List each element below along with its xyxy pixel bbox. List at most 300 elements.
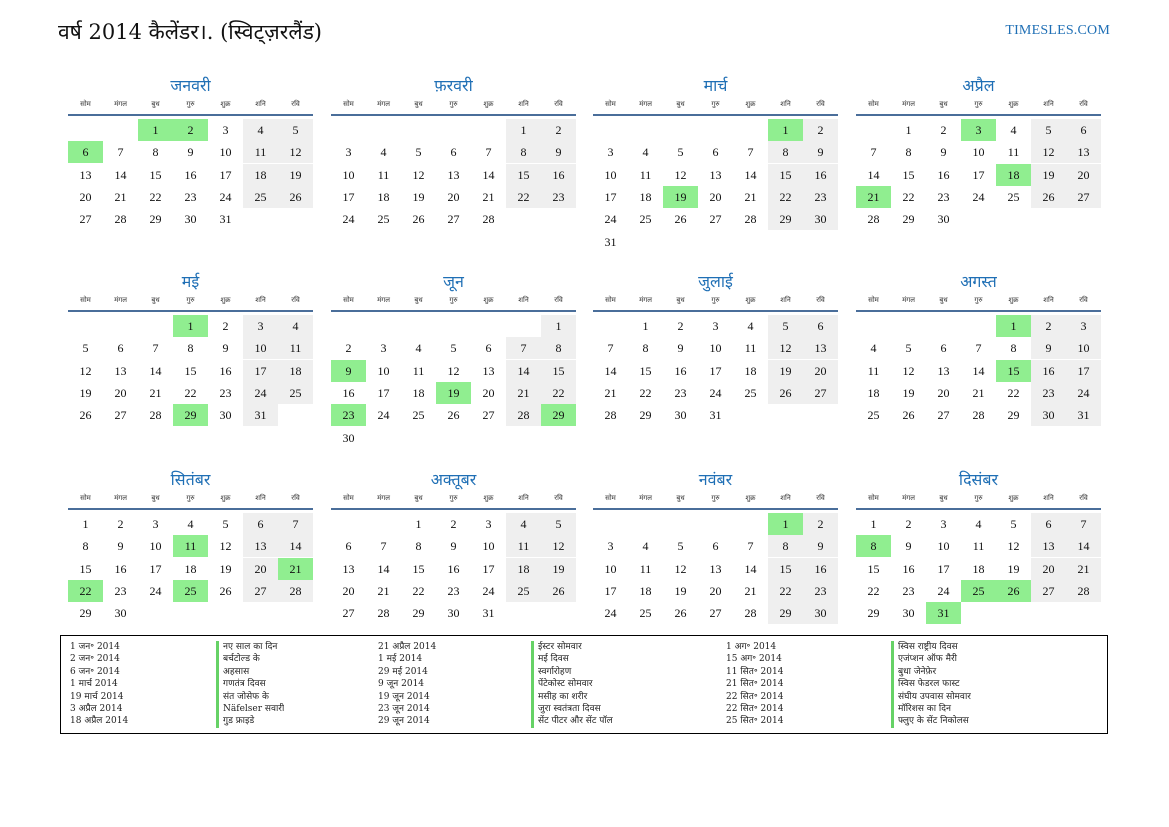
day-cell: 17: [604, 583, 617, 598]
weekday-header: [593, 494, 838, 508]
day-cell: 26: [674, 212, 687, 227]
day-cell: 3: [940, 517, 947, 531]
weekday-label: शुक्र: [220, 296, 231, 304]
day-cell: 27: [79, 212, 92, 227]
day-cell: 15: [867, 561, 880, 576]
day-cell: 10: [937, 539, 950, 554]
day-cell: 17: [937, 561, 950, 576]
day-cell: 14: [278, 535, 313, 557]
day-cell: 31: [1066, 404, 1101, 426]
day-cell: 5: [82, 341, 89, 356]
day-cell: 13: [114, 363, 127, 378]
day-cell: 12: [674, 561, 687, 576]
day-cell: 26: [278, 186, 313, 208]
day-cell: 15: [506, 164, 541, 186]
day-cell: 21: [506, 382, 541, 404]
day-cell: 13: [482, 363, 495, 378]
day-cell: 11: [506, 535, 541, 557]
weekday-label: बुध: [676, 296, 685, 304]
day-cell: 31: [604, 234, 617, 249]
day-cell: 3: [243, 315, 278, 337]
day-cell: 20: [243, 558, 278, 580]
day-cell: 24: [604, 212, 617, 227]
legend-dates-col-1: [70, 641, 128, 728]
legend-holiday-name: नए साल का दिन: [216, 641, 284, 653]
day-cell: 27: [937, 408, 950, 423]
header-rule: [331, 310, 576, 312]
day-cell: 15: [902, 167, 915, 182]
legend-names-col-1: [216, 641, 284, 728]
day-cell: 18: [506, 558, 541, 580]
day-cell: 23: [674, 385, 687, 400]
header-rule: [331, 114, 576, 116]
day-cell: 6: [940, 341, 947, 356]
day-cell: 11: [412, 363, 425, 378]
legend-date: 19 मार्च 2014: [70, 691, 124, 702]
day-cell: 14: [1066, 535, 1101, 557]
weekday-label: गुरु: [186, 296, 195, 304]
day-cell: 24: [482, 583, 495, 598]
day-cell: 18: [412, 385, 425, 400]
day-cell: 22: [184, 385, 197, 400]
day-cell: 17: [482, 561, 495, 576]
weekday-label: शनि: [1043, 100, 1054, 108]
weekday-label: सोम: [868, 100, 879, 108]
day-cell: 4: [243, 119, 278, 141]
day-cell: 17: [1066, 360, 1101, 382]
day-cell: 3: [485, 517, 492, 531]
day-cell: 14: [377, 561, 390, 576]
day-cell: 30: [937, 212, 950, 227]
day-cell: 13: [1066, 141, 1101, 163]
day-cell: 25: [639, 212, 652, 227]
legend-holiday-name: मसीह का शरीर: [531, 691, 613, 703]
day-cell: 4: [415, 341, 422, 356]
day-cell: 1: [541, 315, 576, 337]
holiday-cell: 29: [173, 404, 208, 426]
weekday-label: शुक्र: [483, 100, 494, 108]
legend-holiday-name: संत जोसेफ के: [216, 691, 284, 703]
day-cell: 31: [243, 404, 278, 426]
day-cell: 5: [541, 513, 576, 535]
weekday-label: रवि: [816, 296, 825, 304]
weekday-label: सोम: [343, 494, 354, 502]
day-cell: 16: [803, 558, 838, 580]
day-cell: 2: [677, 319, 684, 333]
holiday-cell: 1: [768, 119, 803, 141]
weekday-label: बुध: [414, 100, 423, 108]
day-cell: 10: [342, 167, 355, 182]
day-cell: 3: [607, 539, 614, 554]
holiday-legend: [60, 635, 1108, 734]
day-cell: 9: [187, 145, 194, 160]
header-rule: [856, 508, 1101, 510]
day-cell: 8: [506, 141, 541, 163]
day-cell: 24: [709, 385, 722, 400]
day-cell: 5: [1010, 517, 1017, 531]
day-cell: 20: [114, 385, 127, 400]
day-cell: 15: [412, 561, 425, 576]
day-cell: 30: [184, 212, 197, 227]
weekday-label: सोम: [80, 296, 91, 304]
day-cell: 12: [79, 363, 92, 378]
weekday-label: बुध: [414, 494, 423, 502]
day-cell: 14: [972, 363, 985, 378]
day-cell: 8: [82, 539, 89, 554]
day-cell: 22: [867, 583, 880, 598]
weekday-label: गुरु: [974, 100, 983, 108]
day-cell: 20: [937, 385, 950, 400]
day-cell: 22: [541, 382, 576, 404]
day-cell: 9: [222, 341, 229, 356]
day-cell: 19: [278, 164, 313, 186]
day-cell: 4: [642, 539, 649, 554]
day-cell: 30: [803, 602, 838, 624]
holiday-cell: 1: [996, 315, 1031, 337]
weekday-label: शनि: [255, 296, 266, 304]
day-cell: 23: [541, 186, 576, 208]
day-cell: 8: [415, 539, 422, 554]
weekday-label: सोम: [343, 100, 354, 108]
weekday-label: मंगल: [639, 100, 652, 108]
day-cell: 30: [803, 208, 838, 230]
day-cell: 11: [639, 167, 652, 182]
day-cell: 20: [709, 189, 722, 204]
day-cell: 16: [342, 385, 355, 400]
weekday-label: शनि: [1043, 296, 1054, 304]
weekday-label: शुक्र: [745, 296, 756, 304]
day-cell: 24: [604, 606, 617, 621]
day-cell: 4: [642, 145, 649, 160]
day-cell: 13: [79, 167, 92, 182]
day-cell: 25: [506, 580, 541, 602]
day-cell: 8: [152, 145, 159, 160]
day-cell: 2: [450, 517, 457, 531]
header-rule: [68, 114, 313, 116]
weekday-label: मंगल: [377, 100, 390, 108]
day-cell: 23: [1031, 382, 1066, 404]
day-cell: 8: [905, 145, 912, 160]
weekday-label: शुक्र: [1008, 296, 1019, 304]
day-cell: 28: [114, 212, 127, 227]
day-cell: 9: [803, 535, 838, 557]
day-cell: 17: [377, 385, 390, 400]
day-cell: 29: [1007, 408, 1020, 423]
day-cell: 2: [222, 319, 229, 333]
day-cell: 8: [642, 341, 649, 356]
day-cell: 8: [187, 341, 194, 356]
day-cell: 24: [149, 583, 162, 598]
day-cell: 17: [243, 360, 278, 382]
day-cell: 12: [902, 363, 915, 378]
holiday-cell: 1: [768, 513, 803, 535]
day-cell: 13: [709, 561, 722, 576]
day-cell: 29: [79, 606, 92, 621]
legend-date: 1 जन॰ 2014: [70, 642, 120, 652]
day-cell: 20: [1066, 164, 1101, 186]
header-rule: [331, 508, 576, 510]
weekday-label: सोम: [80, 494, 91, 502]
day-cell: 22: [1007, 385, 1020, 400]
day-cell: 9: [803, 141, 838, 163]
day-cell: 4: [278, 315, 313, 337]
day-cell: 29: [768, 208, 803, 230]
weekday-label: गुरु: [974, 296, 983, 304]
weekday-label: गुरु: [449, 494, 458, 502]
day-cell: 23: [803, 186, 838, 208]
legend-holiday-name: गुड फ्राइडे: [216, 715, 284, 727]
day-cell: 11: [377, 167, 390, 182]
day-cell: 18: [639, 583, 652, 598]
day-cell: 10: [149, 539, 162, 554]
legend-names-col-2: [531, 641, 613, 728]
day-cell: 23: [803, 580, 838, 602]
legend-date: 23 जून 2014: [378, 703, 430, 714]
day-cell: 22: [412, 583, 425, 598]
day-cell: 19: [768, 360, 803, 382]
weekday-label: शुक्र: [220, 100, 231, 108]
weekday-label: गुरु: [974, 494, 983, 502]
day-cell: 7: [870, 145, 877, 160]
day-cell: 7: [975, 341, 982, 356]
day-cell: 2: [117, 517, 124, 531]
day-cell: 24: [937, 583, 950, 598]
day-cell: 27: [342, 606, 355, 621]
day-cell: 2: [345, 341, 352, 356]
day-cell: 2: [1031, 315, 1066, 337]
day-cell: 12: [674, 167, 687, 182]
legend-dates-col-2: [378, 641, 436, 728]
holiday-cell: 1: [173, 315, 208, 337]
month-name: अप्रैल: [962, 76, 995, 95]
legend-holiday-name: गणतंत्र दिवस: [216, 678, 284, 690]
day-cell: 28: [867, 212, 880, 227]
day-cell: 28: [377, 606, 390, 621]
weekday-label: बुध: [939, 100, 948, 108]
day-cell: 22: [768, 580, 803, 602]
weekday-label: मंगल: [902, 494, 915, 502]
legend-date: 9 जून 2014: [378, 679, 425, 690]
day-cell: 2: [803, 119, 838, 141]
day-cell: 1: [905, 123, 912, 137]
day-cell: 25: [639, 606, 652, 621]
legend-holiday-name: ईस्टर सोमवार: [531, 641, 613, 653]
day-cell: 6: [450, 145, 457, 160]
legend-holiday-name: जुरा स्वतंत्रता दिवस: [531, 703, 613, 715]
holiday-cell: 29: [541, 404, 576, 426]
day-cell: 22: [639, 385, 652, 400]
day-cell: 15: [639, 363, 652, 378]
day-cell: 25: [867, 408, 880, 423]
weekday-label: सोम: [868, 296, 879, 304]
day-cell: 30: [219, 408, 232, 423]
holiday-cell: 31: [926, 602, 961, 624]
legend-date: 25 सित॰ 2014: [726, 716, 784, 727]
weekday-header: [856, 100, 1101, 114]
weekday-label: मंगल: [377, 494, 390, 502]
day-cell: 6: [1031, 513, 1066, 535]
day-cell: 27: [709, 212, 722, 227]
header-rule: [856, 114, 1101, 116]
day-cell: 24: [243, 382, 278, 404]
day-cell: 3: [712, 319, 719, 333]
day-cell: 27: [447, 212, 460, 227]
weekday-label: बुध: [151, 296, 160, 304]
weekday-label: गुरु: [449, 100, 458, 108]
day-cell: 4: [1010, 123, 1017, 137]
day-cell: 13: [709, 167, 722, 182]
day-cell: 16: [541, 164, 576, 186]
day-cell: 4: [870, 341, 877, 356]
day-cell: 30: [447, 606, 460, 621]
day-cell: 22: [506, 186, 541, 208]
day-cell: 14: [744, 561, 757, 576]
day-cell: 11: [278, 337, 313, 359]
legend-holiday-name: संघीय उपवास सोमवार: [891, 691, 971, 703]
day-cell: 27: [803, 382, 838, 404]
day-cell: 11: [243, 141, 278, 163]
day-cell: 21: [149, 385, 162, 400]
day-cell: 3: [345, 145, 352, 160]
day-cell: 26: [768, 382, 803, 404]
day-cell: 6: [345, 539, 352, 554]
day-cell: 1: [82, 517, 89, 531]
day-cell: 20: [447, 189, 460, 204]
legend-holiday-name: मई दिवस: [531, 653, 613, 665]
day-cell: 21: [972, 385, 985, 400]
day-cell: 27: [709, 606, 722, 621]
legend-date: 1 मार्च 2014: [70, 679, 118, 690]
holiday-cell: 21: [856, 186, 891, 208]
day-cell: 4: [975, 517, 982, 531]
day-cell: 24: [972, 189, 985, 204]
day-cell: 24: [1066, 382, 1101, 404]
month-name: जून: [443, 272, 464, 291]
page-title: वर्ष 2014 कैलेंडर।. (स्विट्ज़रलैंड): [58, 20, 323, 44]
day-cell: 15: [768, 164, 803, 186]
day-cell: 25: [377, 212, 390, 227]
weekday-label: शनि: [255, 100, 266, 108]
day-cell: 24: [219, 189, 232, 204]
day-cell: 21: [114, 189, 127, 204]
day-cell: 19: [412, 189, 425, 204]
day-cell: 7: [278, 513, 313, 535]
day-cell: 30: [342, 430, 355, 445]
weekday-label: रवि: [554, 100, 563, 108]
day-cell: 25: [243, 186, 278, 208]
day-cell: 19: [674, 583, 687, 598]
weekday-label: बुध: [676, 494, 685, 502]
holiday-cell: 8: [856, 535, 891, 557]
day-cell: 10: [972, 145, 985, 160]
day-cell: 16: [937, 167, 950, 182]
weekday-header: [68, 494, 313, 508]
day-cell: 21: [744, 583, 757, 598]
day-cell: 9: [450, 539, 457, 554]
weekday-header: [68, 100, 313, 114]
weekday-label: शनि: [780, 100, 791, 108]
day-cell: 4: [187, 517, 194, 531]
weekday-label: गुरु: [186, 100, 195, 108]
day-cell: 7: [117, 145, 124, 160]
day-cell: 16: [1031, 360, 1066, 382]
holiday-cell: 18: [996, 164, 1031, 186]
day-cell: 9: [905, 539, 912, 554]
holiday-cell: 6: [68, 141, 103, 163]
day-cell: 23: [114, 583, 127, 598]
weekday-label: शुक्र: [483, 296, 494, 304]
weekday-label: मंगल: [902, 296, 915, 304]
day-cell: 28: [506, 404, 541, 426]
day-cell: 23: [184, 189, 197, 204]
weekday-label: बुध: [939, 296, 948, 304]
site-link[interactable]: TIMESLES.COM: [1005, 23, 1110, 38]
day-cell: 10: [604, 167, 617, 182]
weekday-header: [331, 494, 576, 508]
day-cell: 1: [415, 517, 422, 531]
day-cell: 19: [541, 558, 576, 580]
weekday-label: मंगल: [639, 296, 652, 304]
day-cell: 7: [506, 337, 541, 359]
weekday-label: रवि: [816, 494, 825, 502]
day-cell: 3: [222, 123, 229, 137]
day-cell: 19: [902, 385, 915, 400]
day-cell: 7: [607, 341, 614, 356]
header-rule: [593, 114, 838, 116]
legend-date: 1 मई 2014: [378, 654, 423, 665]
day-cell: 26: [1031, 186, 1066, 208]
day-cell: 28: [604, 408, 617, 423]
day-cell: 18: [278, 360, 313, 382]
day-cell: 22: [768, 186, 803, 208]
day-cell: 17: [604, 189, 617, 204]
weekday-label: गुरु: [711, 494, 720, 502]
weekday-label: शुक्र: [220, 494, 231, 502]
day-cell: 15: [79, 561, 92, 576]
legend-holiday-name: अहसास: [216, 666, 284, 678]
weekday-label: रवि: [554, 494, 563, 502]
legend-date: 6 जन॰ 2014: [70, 666, 120, 677]
holiday-cell: 25: [961, 580, 996, 602]
legend-holiday-name: बुधा जेनेफ़ेर: [891, 666, 971, 678]
day-cell: 7: [1066, 513, 1101, 535]
weekday-label: मंगल: [377, 296, 390, 304]
day-cell: 15: [541, 360, 576, 382]
day-cell: 30: [1031, 404, 1066, 426]
day-cell: 26: [412, 212, 425, 227]
weekday-label: शनि: [1043, 494, 1054, 502]
legend-date: 1 अग॰ 2014: [726, 642, 777, 652]
weekday-label: सोम: [343, 296, 354, 304]
day-cell: 14: [114, 167, 127, 182]
day-cell: 28: [744, 212, 757, 227]
day-cell: 28: [1066, 580, 1101, 602]
day-cell: 13: [342, 561, 355, 576]
day-cell: 6: [117, 341, 124, 356]
day-cell: 13: [803, 337, 838, 359]
day-cell: 3: [380, 341, 387, 356]
legend-date: 11 सित॰ 2014: [726, 666, 784, 677]
day-cell: 5: [768, 315, 803, 337]
day-cell: 2: [541, 119, 576, 141]
weekday-label: बुध: [414, 296, 423, 304]
weekday-label: गुरु: [711, 100, 720, 108]
day-cell: 10: [604, 561, 617, 576]
day-cell: 16: [902, 561, 915, 576]
day-cell: 5: [415, 145, 422, 160]
day-cell: 18: [184, 561, 197, 576]
weekday-label: सोम: [80, 100, 91, 108]
